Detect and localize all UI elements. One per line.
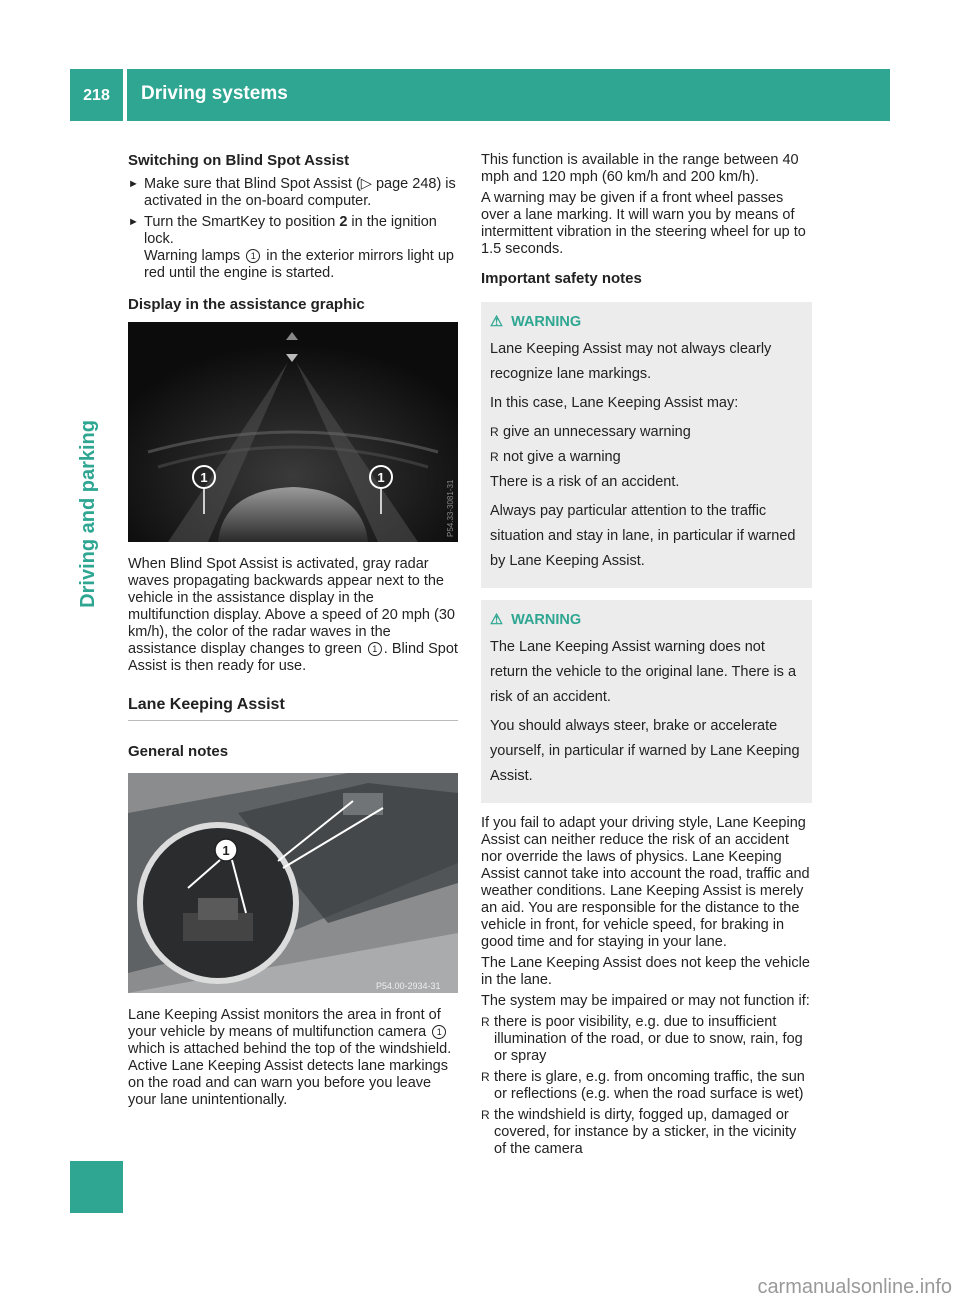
instruction-step [128, 176, 458, 210]
paragraph-text: . Blind Spot Assist is then ready for use. [128, 641, 458, 674]
step-text: Warning lamps [144, 248, 245, 264]
paragraph: If you fail to adapt your driving style, Lane Keeping Assist can neither reduce the risk of an accident nor override the laws of physics. Lane Keeping Assist cannot take into account the road, traffic and weather conditions. Lane Keeping Assist is merely an aid. You are responsible for the distance to the vehicle in front, for vehicle speed, for braking in good time and for staying in your lane. [481, 815, 810, 950]
warning-text: There is a risk of an accident. [490, 474, 680, 490]
paragraph: The Lane Keeping Assist does not keep the vehicle in the lane. [481, 955, 810, 988]
heading-switching: Switching on Blind Spot Assist [128, 152, 350, 169]
position-number: 2 [339, 214, 348, 230]
callout-1-label: 1 [200, 470, 208, 485]
list-item-text: not give a warning [503, 449, 621, 465]
paragraph [128, 556, 458, 675]
warning-text: In this case, Lane Keeping Assist may: [490, 395, 739, 411]
image-code: P54.00-2934-31 [376, 981, 441, 991]
callout-1-label: 1 [222, 843, 230, 858]
warning-box [481, 302, 812, 588]
list-item [481, 1069, 812, 1103]
assistance-graphic-svg [128, 322, 458, 542]
step-arrow-icon: ► [128, 216, 139, 228]
page-number-text: 218 [83, 86, 110, 104]
bullet-icon: R [481, 1108, 490, 1122]
step-text: Make sure that Blind Spot Assist (▷ page 248) is activated in the on-board computer. [144, 176, 456, 209]
warning-triangle-icon: ⚠ [490, 612, 503, 628]
warning-title [490, 608, 803, 633]
warning-triangle-icon: ⚠ [490, 314, 503, 330]
step-text: Turn the SmartKey to position [144, 214, 340, 230]
list-item-text: give an unnecessary warning [503, 424, 691, 440]
list-item-text: there is glare, e.g. from oncoming traffic, the sun or reflections (e.g. when the road surface is wet) [494, 1069, 805, 1102]
paragraph-text: which is attached behind the top of the windshield. Active Lane Keeping Assist detects lane markings on the road and can warn you before you leave your lane unintentionally. [128, 1041, 452, 1108]
paragraph: This function is available in the range between 40 mph and 120 mph (60 km/h and 200 km/h). [481, 152, 799, 185]
list-item-text: the windshield is dirty, fogged up, damaged or covered, for instance by a sticker, in the vicinity of the camera [494, 1107, 797, 1157]
windshield-camera-svg [128, 773, 458, 993]
warning-text: Lane Keeping Assist may not always clearly recognize lane markings. [490, 341, 772, 382]
left-column [128, 152, 458, 1113]
bullet-icon: R [481, 1015, 490, 1029]
page-number [70, 69, 123, 121]
paragraph: A warning may be given if a front wheel passes over a lane marking. It will warn you by means of intermittent vibration in the steering wheel for up to 1.5 seconds. [481, 190, 806, 257]
list-item [481, 1014, 812, 1065]
watermark: carmanualsonline.info [757, 1276, 952, 1298]
warning-text: The Lane Keeping Assist warning does not return the vehicle to the original lane. There is a risk of an accident. [490, 639, 797, 705]
callout-1-icon: 1 [368, 642, 382, 656]
heading-lane-keeping-assist: Lane Keeping Assist [128, 695, 458, 721]
header-bar [127, 69, 890, 121]
list-item [481, 1107, 812, 1158]
warning-title-text: WARNING [511, 314, 582, 330]
paragraph [128, 1007, 458, 1109]
instruction-step [128, 214, 458, 282]
paragraph-text: When Blind Spot Assist is activated, gray radar waves propagating backwards appear next to the vehicle in the assistance display in the multifunction display. Above a speed of 20 mph (30 km/h), the color of the radar waves in the assistance display changes to green [128, 556, 455, 657]
step-text: in the ignition lock. [144, 214, 437, 247]
warning-text: You should always steer, brake or accelerate yourself, in particular if warned by Lane Keeping Assist. [490, 718, 800, 784]
list-item [490, 445, 803, 470]
image-code: P54.33-3081-31 [446, 479, 455, 537]
heading-general-notes: General notes [128, 743, 229, 760]
step-arrow-icon: ► [128, 178, 139, 190]
windshield-camera-image [128, 773, 458, 993]
page-title: Driving systems [141, 83, 288, 104]
assistance-graphic-image [128, 322, 458, 542]
list-item-text: there is poor visibility, e.g. due to insufficient illumination of the road, or due to snow, rain, fog or spray [494, 1014, 803, 1064]
heading-safety-notes: Important safety notes [481, 270, 642, 287]
side-tab-marker [70, 1161, 123, 1213]
callout-1-icon: 1 [246, 249, 260, 263]
bullet-icon: R [481, 1070, 490, 1084]
heading-display: Display in the assistance graphic [128, 296, 365, 313]
step-text: in the exterior mirrors light up red until the engine is started. [144, 248, 454, 281]
warning-title [490, 310, 803, 335]
callout-1-icon: 1 [432, 1025, 446, 1039]
callout-1-label: 1 [377, 470, 385, 485]
warning-text: Always pay particular attention to the traffic situation and stay in lane, in particular if warned by Lane Keeping Assist. [490, 503, 796, 569]
paragraph: The system may be impaired or may not function if: [481, 993, 810, 1009]
list-item [490, 420, 803, 445]
warning-title-text: WARNING [511, 612, 582, 628]
right-column [481, 152, 812, 1162]
bullet-icon: R [490, 425, 499, 439]
bullet-icon: R [490, 450, 499, 464]
warning-box [481, 600, 812, 803]
side-tab-label: Driving and parking [77, 420, 99, 608]
paragraph-text: Lane Keeping Assist monitors the area in front of your vehicle by means of multifunction camera [128, 1007, 441, 1040]
